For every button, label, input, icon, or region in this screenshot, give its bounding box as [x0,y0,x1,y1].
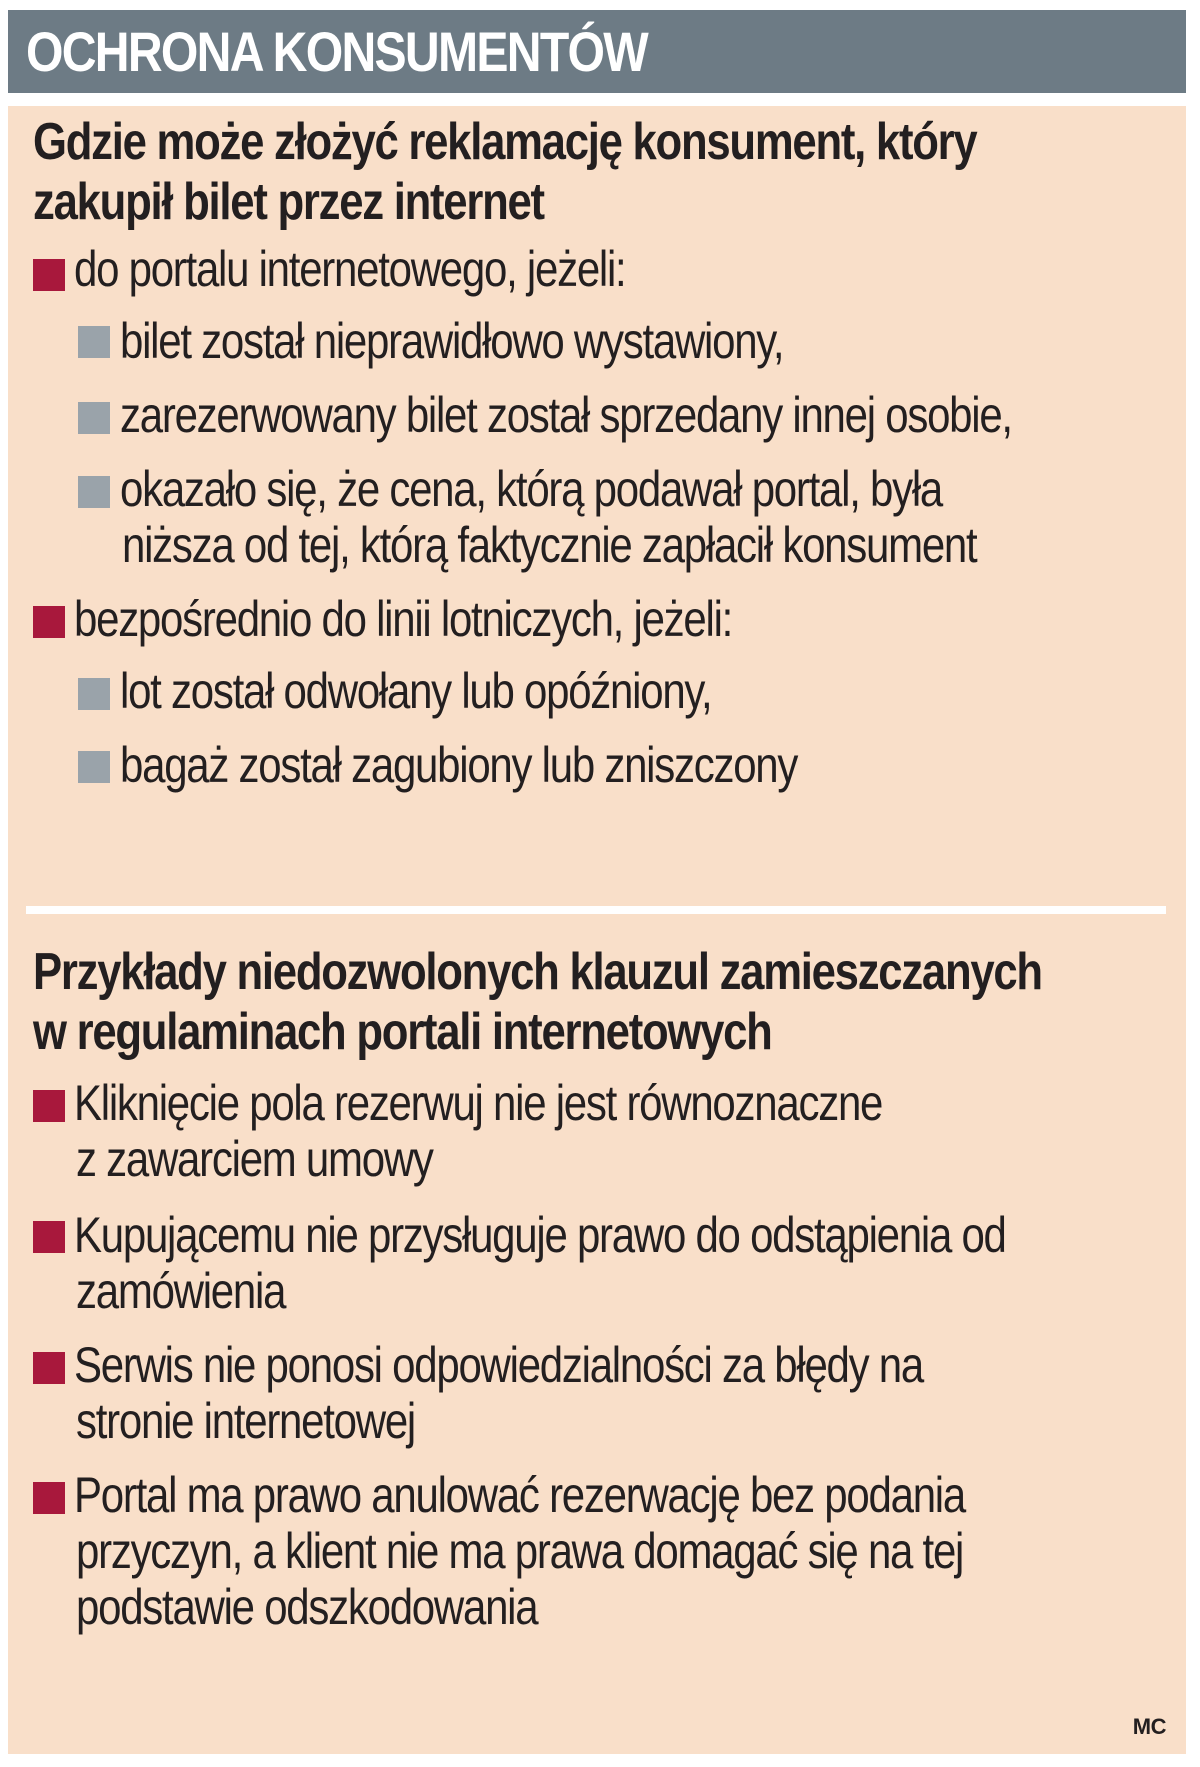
list-item-text: Kupującemu nie przysługuje prawo do odstąpienia od [74,1207,1006,1263]
square-bullet-icon [33,1221,65,1253]
heading-line: Przykłady niedozwolonych klauzul zamieszczanych [33,943,1042,1001]
list-item-text: Serwis nie ponosi odpowiedzialności za błędy na [74,1337,923,1393]
square-bullet-icon [78,751,110,783]
sub-list-item-text: lot został odwołany lub opóźniony, [120,663,712,719]
square-bullet-icon [78,402,110,434]
square-bullet-icon [78,476,110,508]
list-item-text: przyczyn, a klient nie ma prawa domagać się na tej [76,1523,964,1579]
header-bar [8,10,1186,93]
list-item-text: z zawarciem umowy [76,1131,433,1187]
section-unfair-clauses [8,914,1186,1754]
section-heading-complaints [33,112,1150,232]
square-bullet-icon [33,1352,65,1384]
section-complaints [8,106,1186,906]
list-item-text: bezpośrednio do linii lotniczych, jeżeli: [74,591,733,647]
heading-line: zakupił bilet przez internet [33,173,544,231]
list-item-text: Kliknięcie pola rezerwuj nie jest równoznaczne [74,1075,883,1131]
heading-line: Gdzie może złożyć reklamację konsument, który [33,113,977,171]
sub-list-item-text: zarezerwowany bilet został sprzedany innej osobie, [120,387,1012,443]
square-bullet-icon [33,606,65,638]
page-title: OCHRONA KONSUMENTÓW [26,20,648,83]
list-item-text: do portalu internetowego, jeżeli: [74,241,626,297]
list-item-text: Portal ma prawo anulować rezerwację bez podania [74,1467,965,1523]
sub-list-item-text: bagaż został zagubiony lub zniszczony [120,737,798,793]
section-divider [26,906,1166,914]
square-bullet-icon [33,1482,65,1514]
sub-list-item-text: bilet został nieprawidłowo wystawiony, [120,313,784,369]
sub-list-item-text: okazało się, że cena, którą podawał portal, była [120,461,943,517]
content-box [8,106,1186,1754]
sub-list-item-text: niższa od tej, którą faktycznie zapłacił konsument [122,517,977,573]
square-bullet-icon [78,678,110,710]
list-item-text: stronie internetowej [76,1393,416,1449]
square-bullet-icon [33,259,65,291]
heading-line: w regulaminach portali internetowych [33,1003,772,1061]
square-bullet-icon [78,326,110,358]
list-item-text: podstawie odszkodowania [76,1579,538,1635]
list-item-text: zamówienia [76,1263,286,1319]
section-heading-clauses [33,942,1150,1062]
square-bullet-icon [33,1090,65,1122]
author-credit: MC [1132,1714,1166,1739]
